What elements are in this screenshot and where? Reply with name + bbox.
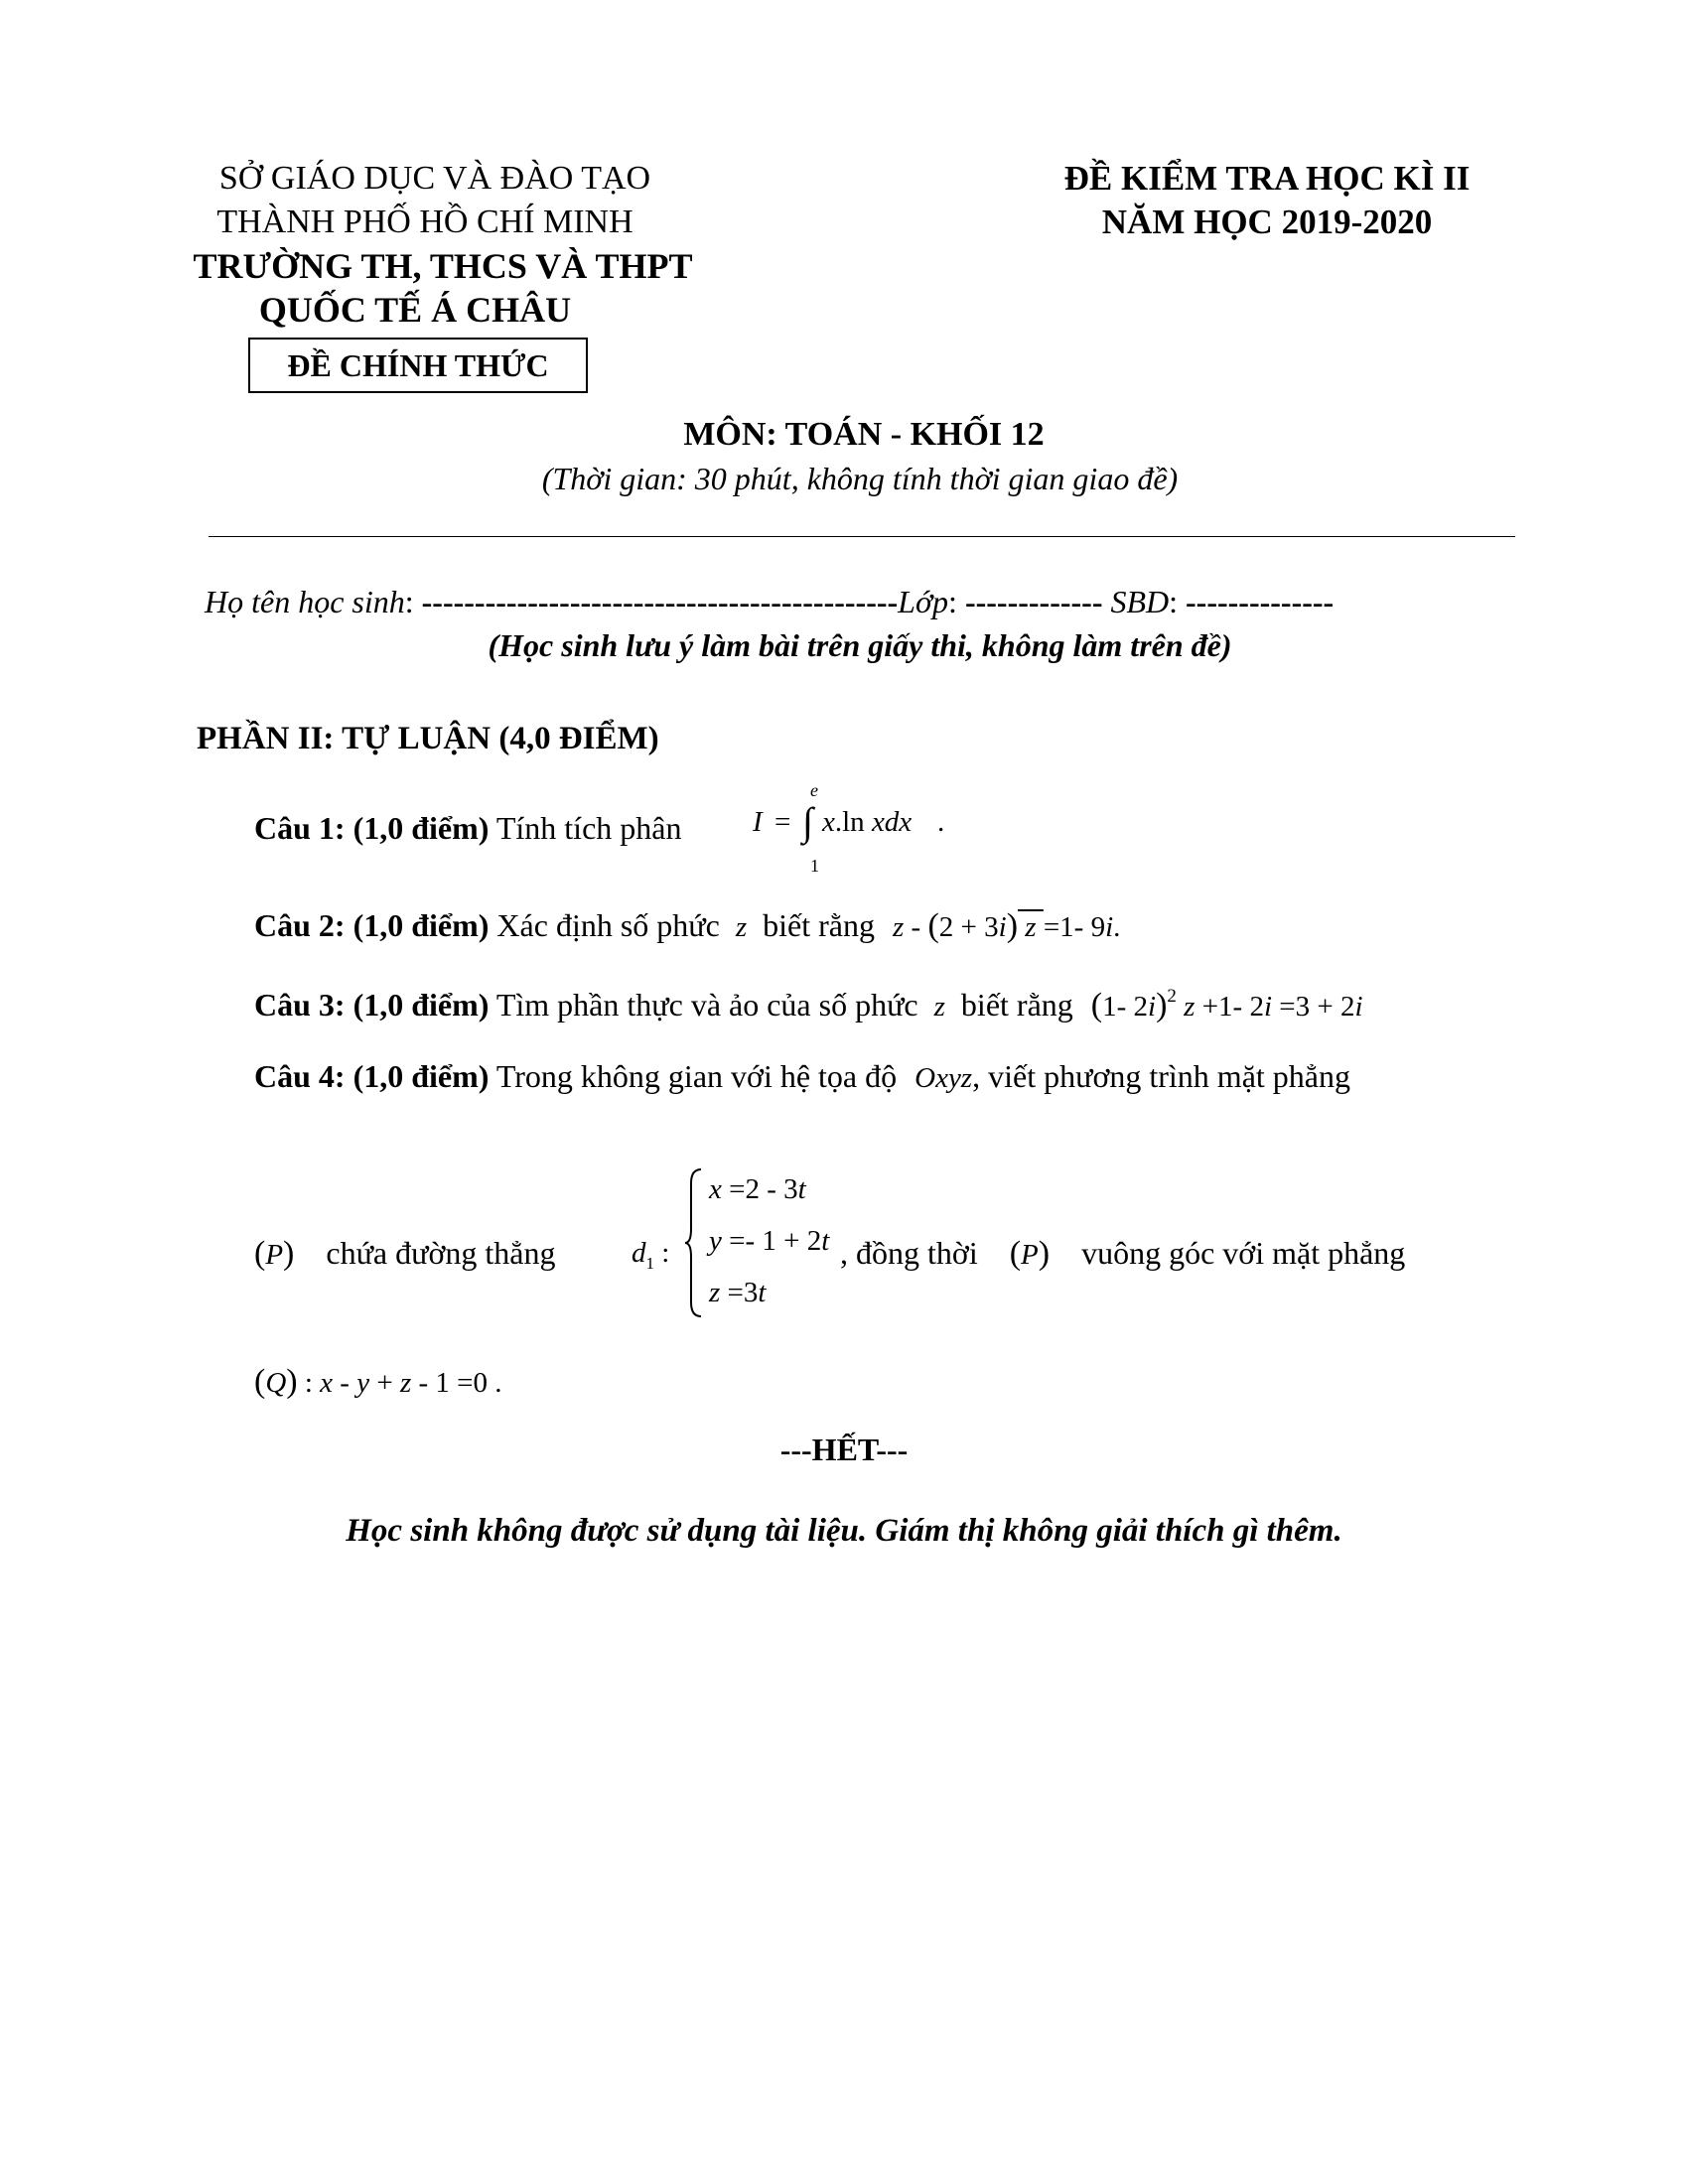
question-4-line2c: vuông góc với mặt phẳng xyxy=(1081,1235,1406,1271)
school-line1: TRƯỜNG TH, THCS VÀ THPT xyxy=(193,246,693,286)
time-note: (Thời gian: 30 phút, không tính thời gian giao đề) xyxy=(541,461,1179,496)
header-divider xyxy=(209,536,1515,537)
question-3-equation: (1- 2i)$^2$ z +1- 2i =3 + 2i xyxy=(1090,986,1363,1024)
question-2-equation: z - (2 + 3i) z =1- 9i. xyxy=(892,907,1121,944)
footer-note: Học sinh không được sử dụng tài liệu. Giám thị không giải thích gì thêm. xyxy=(346,1513,1342,1549)
question-1-label: Câu 1: (1,0 điểm) xyxy=(254,810,490,846)
name-label: Họ tên học sinh xyxy=(205,584,405,619)
question-4-line2b: , đồng thời xyxy=(840,1235,978,1271)
question-3-text: Tìm phần thực và ảo của số phức xyxy=(495,987,918,1023)
question-4-text: Trong không gian với hệ tọa độ xyxy=(495,1058,898,1094)
question-4: Câu 4: (1,0 điểm) Trong không gian với hệ tọa độ Oxyz, viết phương trình mặt phẳng xyxy=(254,1058,1350,1094)
dept-line2: THÀNH PHỐ HỒ CHÍ MINH xyxy=(216,204,633,240)
question-2: Câu 2: (1,0 điểm) Xác định số phức z biết rằng z - (2 + 3i) z =1- 9i. xyxy=(254,907,1121,944)
plane-q-equation: (Q) : x - y + z - 1 =0 . xyxy=(254,1363,502,1400)
system-brace-icon xyxy=(683,1163,705,1322)
line-d1-system: x =2 - 3t y =- 1 + 2t z =3t xyxy=(683,1163,852,1322)
section-title: PHẦN II: TỰ LUẬN (4,0 ĐIỂM) xyxy=(197,721,659,756)
question-4-text2: , viết phương trình mặt phẳng xyxy=(972,1058,1350,1094)
question-2-text: Xác định số phức xyxy=(496,907,720,943)
exam-year: NĂM HỌC 2019-2020 xyxy=(1101,203,1433,241)
exam-title: ĐỀ KIỂM TRA HỌC KÌ II xyxy=(1063,159,1471,198)
question-2-text2: biết rằng xyxy=(763,907,875,943)
exam-note: (Học sinh lưu ý làm bài trên giấy thi, không làm trên đề) xyxy=(488,627,1232,663)
question-2-label: Câu 2: (1,0 điểm) xyxy=(254,907,490,943)
question-3: Câu 3: (1,0 điểm) Tìm phần thực và ảo của số phức z biết rằng (1- 2i)$^2$ z +1- 2i =3 + 2i xyxy=(254,986,1363,1024)
end-mark: ---HẾT--- xyxy=(779,1432,909,1467)
question-4-label: Câu 4: (1,0 điểm) xyxy=(254,1058,490,1094)
question-4-line2-rest: , đồng thời (P) vuông góc với mặt phẳng xyxy=(840,1235,1406,1272)
question-1 xyxy=(254,806,681,850)
school-line2: QUỐC TẾ Á CHÂU xyxy=(258,290,572,330)
dept-line1: SỞ GIÁO DỤC VÀ ĐÀO TẠO xyxy=(218,160,651,197)
question-3-label: Câu 3: (1,0 điểm) xyxy=(254,987,490,1023)
line-d1-label: d1 : xyxy=(632,1237,670,1273)
subject-title: MÔN: TOÁN - KHỐI 12 xyxy=(683,416,1045,453)
class-dashes: ------------- xyxy=(964,584,1103,619)
integral-expression: I = ∫ e 1 x.ln xdx . xyxy=(753,780,945,876)
name-dashes: --------------------------------------------- xyxy=(421,584,899,619)
question-4-line2a: chứa đường thẳng xyxy=(326,1235,556,1271)
student-info-line: Họ tên học sinh: ---------------------------------------------Lớp: ------------- SBD: -------------- xyxy=(205,584,1335,619)
question-1-text: Tính tích phân xyxy=(495,810,682,846)
sbd-dashes: -------------- xyxy=(1186,584,1335,619)
official-badge: ĐỀ CHÍNH THỨC xyxy=(248,338,588,393)
question-3-text2: biết rằng xyxy=(960,987,1073,1023)
question-4-line2: (P) chứa đường thẳng xyxy=(254,1235,556,1272)
class-label: Lớp xyxy=(898,584,949,619)
sbd-label: SBD xyxy=(1110,584,1170,619)
